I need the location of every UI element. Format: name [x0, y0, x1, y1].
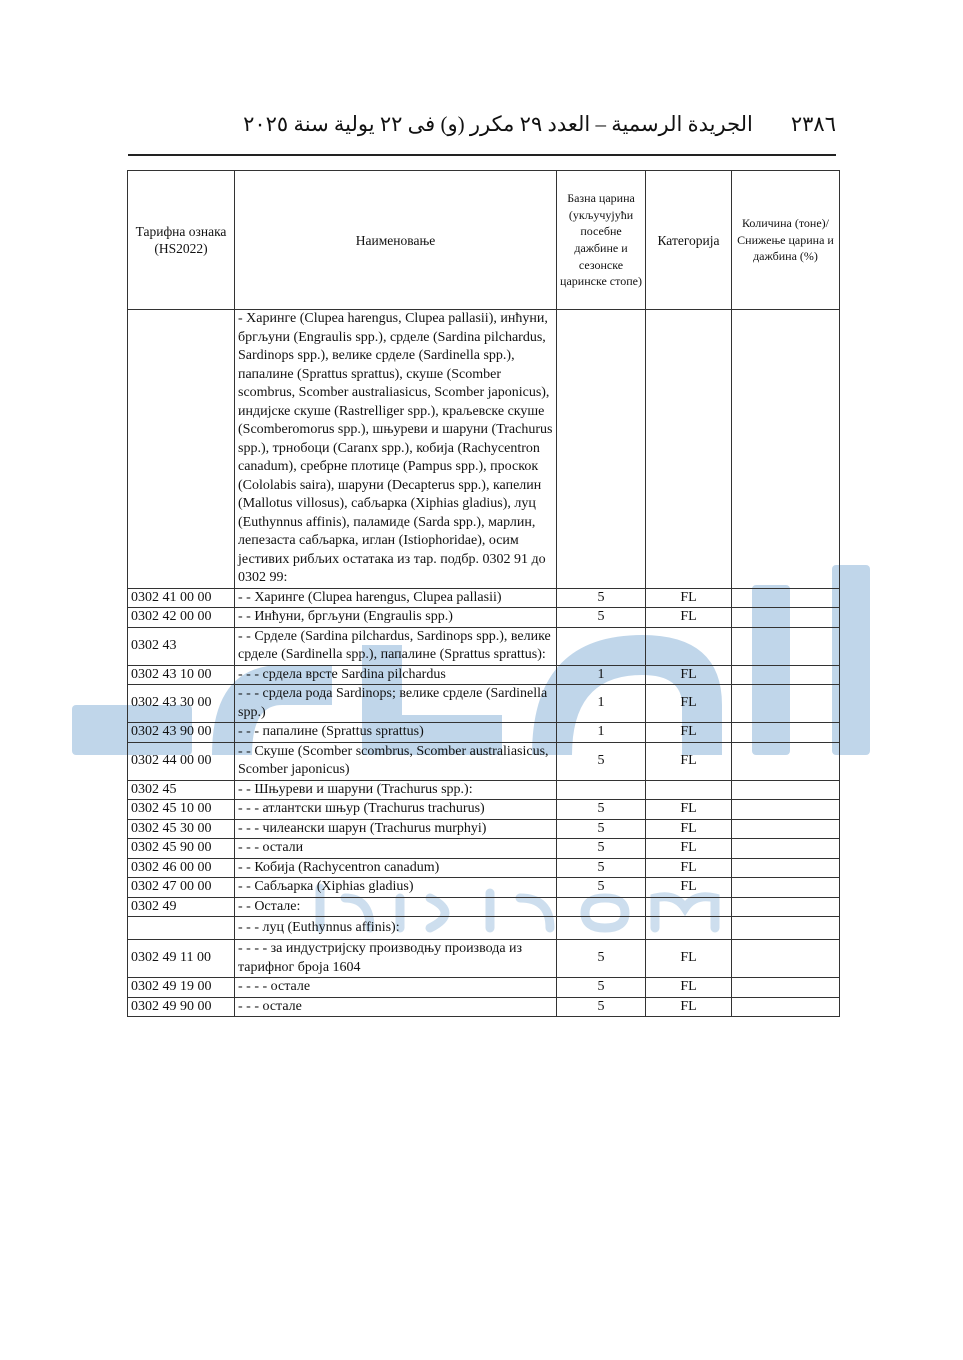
row-code: 0302 43 10 00	[128, 665, 235, 685]
row-name: - - Шњуреви и шаруни (Trachurus spp.):	[235, 780, 557, 800]
row-quantity	[732, 685, 840, 723]
row-category: FL	[646, 800, 732, 820]
row-base: 5	[557, 608, 646, 628]
row-quantity	[732, 978, 840, 998]
row-name: - - - чилеански шарун (Trachurus murphyi)	[235, 819, 557, 839]
row-quantity	[732, 310, 840, 589]
row-quantity	[732, 858, 840, 878]
row-code: 0302 41 00 00	[128, 588, 235, 608]
row-category	[646, 627, 732, 665]
row-category: FL	[646, 608, 732, 628]
row-category: FL	[646, 742, 732, 780]
header-code: Тарифна ознака (HS2022)	[128, 171, 235, 310]
row-base: 5	[557, 997, 646, 1017]
row-quantity	[732, 588, 840, 608]
row-name: - - Скуше (Scomber scombrus, Scomber australiasicus, Scomber japonicus)	[235, 742, 557, 780]
row-quantity	[732, 742, 840, 780]
header-name: Наименовање	[235, 171, 557, 310]
page-header	[128, 104, 836, 144]
row-code	[128, 310, 235, 589]
row-code: 0302 49 11 00	[128, 940, 235, 978]
row-name: - - Остале:	[235, 897, 557, 917]
row-code: 0302 49 19 00	[128, 978, 235, 998]
row-name: - - - остале	[235, 997, 557, 1017]
row-quantity	[732, 665, 840, 685]
table-row	[128, 742, 840, 780]
row-quantity	[732, 839, 840, 859]
table-row	[128, 997, 840, 1017]
row-base	[557, 627, 646, 665]
tariff-table	[127, 170, 840, 1017]
row-quantity	[732, 627, 840, 665]
row-category	[646, 897, 732, 917]
row-category	[646, 917, 732, 940]
row-base: 5	[557, 839, 646, 859]
table-row	[128, 800, 840, 820]
row-base: 5	[557, 588, 646, 608]
row-name: - - - срдела врсте Sardina pilchardus	[235, 665, 557, 685]
row-name: - - - луц (Euthynnus affinis):	[235, 917, 557, 940]
row-code: 0302 43	[128, 627, 235, 665]
row-category: FL	[646, 588, 732, 608]
row-code: 0302 42 00 00	[128, 608, 235, 628]
row-name: - - - остали	[235, 839, 557, 859]
page-number: ٢٣٨٦	[790, 111, 836, 136]
row-base: 5	[557, 819, 646, 839]
row-category: FL	[646, 978, 732, 998]
row-code: 0302 45 10 00	[128, 800, 235, 820]
table-row	[128, 685, 840, 723]
row-name: - - Харинге (Clupea harengus, Clupea pallasii)	[235, 588, 557, 608]
table-row	[128, 780, 840, 800]
table-row	[128, 978, 840, 998]
row-base: 5	[557, 858, 646, 878]
row-category: FL	[646, 940, 732, 978]
row-category: FL	[646, 878, 732, 898]
row-name: - - Сабљарка (Xiphias gladius)	[235, 878, 557, 898]
row-code	[128, 917, 235, 940]
row-quantity	[732, 780, 840, 800]
row-base: 5	[557, 800, 646, 820]
table-row	[128, 878, 840, 898]
row-quantity	[732, 897, 840, 917]
row-name: - - - - за индустријску производњу производа из тарифног броја 1604	[235, 940, 557, 978]
row-code: 0302 45 30 00	[128, 819, 235, 839]
row-code: 0302 45 90 00	[128, 839, 235, 859]
row-quantity	[732, 878, 840, 898]
row-code: 0302 49 90 00	[128, 997, 235, 1017]
row-base: 1	[557, 665, 646, 685]
row-category: FL	[646, 723, 732, 743]
row-base: 5	[557, 878, 646, 898]
header-category: Категорија	[646, 171, 732, 310]
row-name: - - - атлантски шњур (Trachurus trachurus)	[235, 800, 557, 820]
table-row	[128, 665, 840, 685]
row-name: - - Кобија (Rachycentron canadum)	[235, 858, 557, 878]
header-quantity: Количина (тоне)/ Снижење царина и дажбина (%)	[732, 171, 840, 310]
row-category: FL	[646, 997, 732, 1017]
row-quantity	[732, 723, 840, 743]
table-row	[128, 858, 840, 878]
row-name: - - - срдела рода Sardinops; велике срделе (Sardinella spp.)	[235, 685, 557, 723]
row-quantity	[732, 940, 840, 978]
row-category: FL	[646, 665, 732, 685]
header-base-duty: Базна царина (укључујући посебне дажбине и сезонске царинске стопе)	[557, 171, 646, 310]
row-category	[646, 780, 732, 800]
row-quantity	[732, 608, 840, 628]
row-base: 5	[557, 978, 646, 998]
row-code: 0302 43 90 00	[128, 723, 235, 743]
row-category: FL	[646, 819, 732, 839]
table-row	[128, 608, 840, 628]
row-base: 5	[557, 742, 646, 780]
table-row	[128, 839, 840, 859]
table-row	[128, 897, 840, 917]
table-row	[128, 310, 840, 589]
row-category: FL	[646, 858, 732, 878]
row-base	[557, 897, 646, 917]
table-row	[128, 627, 840, 665]
row-quantity	[732, 997, 840, 1017]
row-code: 0302 49	[128, 897, 235, 917]
table-header-row	[128, 171, 840, 310]
row-base	[557, 780, 646, 800]
gazette-title: الجريدة الرسمية – العدد ٢٩ مكرر (و) فى ٢٢ يولية سنة ٢٠٢٥	[243, 111, 753, 136]
row-category: FL	[646, 685, 732, 723]
row-base: 5	[557, 940, 646, 978]
row-base	[557, 917, 646, 940]
table-row	[128, 588, 840, 608]
row-code: 0302 47 00 00	[128, 878, 235, 898]
row-base	[557, 310, 646, 589]
row-code: 0302 46 00 00	[128, 858, 235, 878]
row-code: 0302 44 00 00	[128, 742, 235, 780]
row-quantity	[732, 917, 840, 940]
row-name: - Харинге (Clupea harengus, Clupea pallasii), инћуни, бргљуни (Engraulis spp.), срделе (Sardina pilchardus, Sardinops spp.), велике срделе (Sardinella spp.), папалине (Sprattus sprattus), скуше (Scomber scombrus, Scomber australiasicus, Scomber japonicus), индијске скуше (Rastrelliger spp.), краљевске скуше (Scomberomorus spp.), шњуреви и шаруни (Trachurus spp.), трнобоци (Caranx spp.), кобија (Rachycentron canadum), сребрне плотице (Pampus spp.), проскок (Cololabis saira), шаруни (Decapterus spp.), капелин (Mallotus villosus), сабљарка (Xiphias gladius), луц (Euthynnus affinis), паламиде (Sarda spp.), марлин, лепезаста сабљарка, иглан (Istiophoridae), осим јестивих рибљих остатака из тар. подбр. 0302 91 до 0302 99:	[235, 310, 557, 589]
table-row	[128, 723, 840, 743]
table-row	[128, 917, 840, 940]
row-name: - - - - остале	[235, 978, 557, 998]
row-code: 0302 43 30 00	[128, 685, 235, 723]
row-name: - - Инћуни, бргљуни (Engraulis spp.)	[235, 608, 557, 628]
row-category	[646, 310, 732, 589]
row-name: - - - папалине (Sprattus sprattus)	[235, 723, 557, 743]
row-name: - - Срделе (Sardina pilchardus, Sardinops spp.), велике срделе (Sardinella spp.), папалине (Sprattus sprattus):	[235, 627, 557, 665]
table-row	[128, 819, 840, 839]
row-code: 0302 45	[128, 780, 235, 800]
table-row	[128, 940, 840, 978]
row-quantity	[732, 800, 840, 820]
row-base: 1	[557, 685, 646, 723]
row-quantity	[732, 819, 840, 839]
header-rule	[128, 154, 836, 156]
row-base: 1	[557, 723, 646, 743]
row-category: FL	[646, 839, 732, 859]
